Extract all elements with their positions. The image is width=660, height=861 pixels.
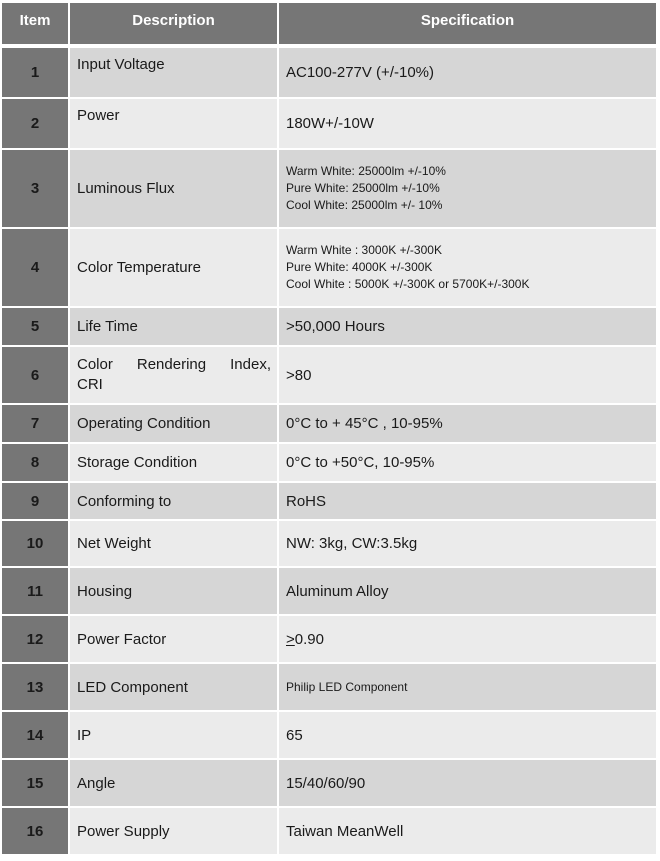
description-cell: IP bbox=[70, 712, 279, 760]
description-cell: Power Factor bbox=[70, 616, 279, 664]
item-number: 9 bbox=[2, 483, 70, 521]
description-line: CRI bbox=[77, 376, 103, 393]
item-number: 2 bbox=[2, 99, 70, 150]
description-cell: Housing bbox=[70, 568, 279, 616]
description-cell: Net Weight bbox=[70, 521, 279, 568]
specification-cell: AC100-277V (+/-10%) bbox=[279, 48, 656, 99]
description-cell: Input Voltage bbox=[70, 48, 279, 99]
specification-cell: >80 bbox=[279, 347, 656, 405]
table-row bbox=[2, 308, 656, 347]
table-row bbox=[2, 568, 656, 616]
item-number: 10 bbox=[2, 521, 70, 568]
description-cell: Color Temperature bbox=[70, 229, 279, 308]
spec-line: Cool White : 5000K +/-300K or 5700K+/-300K bbox=[286, 277, 530, 291]
item-number: 7 bbox=[2, 405, 70, 444]
table-row bbox=[2, 483, 656, 521]
table-row bbox=[2, 444, 656, 483]
specification-cell: NW: 3kg, CW:3.5kg bbox=[279, 521, 656, 568]
table-row bbox=[2, 405, 656, 444]
item-number: 15 bbox=[2, 760, 70, 808]
description-cell: Storage Condition bbox=[70, 444, 279, 483]
specification-cell: 65 bbox=[279, 712, 656, 760]
description-cell: Angle bbox=[70, 760, 279, 808]
description-cell: Conforming to bbox=[70, 483, 279, 521]
table-row bbox=[2, 48, 656, 99]
specification-cell bbox=[279, 229, 656, 308]
table-row bbox=[2, 616, 656, 664]
spec-line: Warm White: 25000lm +/-10% bbox=[286, 164, 446, 178]
specification-cell: Aluminum Alloy bbox=[279, 568, 656, 616]
table-row bbox=[2, 99, 656, 150]
item-number: 16 bbox=[2, 808, 70, 856]
specification-value: 0.90 bbox=[294, 630, 324, 648]
description-cell: Power bbox=[70, 99, 279, 150]
item-number: 1 bbox=[2, 48, 70, 99]
header-item: Item bbox=[2, 3, 70, 48]
specification-cell: >50,000 Hours bbox=[279, 308, 656, 347]
description-cell: Life Time bbox=[70, 308, 279, 347]
item-number: 12 bbox=[2, 616, 70, 664]
item-number: 3 bbox=[2, 150, 70, 229]
description-cell bbox=[70, 347, 279, 405]
item-number: 4 bbox=[2, 229, 70, 308]
description-cell: Power Supply bbox=[70, 808, 279, 856]
table-row bbox=[2, 150, 656, 229]
description-cell: Operating Condition bbox=[70, 405, 279, 444]
header-specification: Specification bbox=[279, 3, 656, 48]
specification-cell: Philip LED Component bbox=[279, 664, 656, 712]
specification-cell: 0°C to + 45°C , 10-95% bbox=[279, 405, 656, 444]
greater-equal-sign: > bbox=[286, 630, 295, 648]
description-cell: Luminous Flux bbox=[70, 150, 279, 229]
table-row bbox=[2, 808, 656, 856]
table-row bbox=[2, 760, 656, 808]
specification-cell: Taiwan MeanWell bbox=[279, 808, 656, 856]
spec-line: Cool White: 25000lm +/- 10% bbox=[286, 198, 443, 212]
header-description: Description bbox=[70, 3, 279, 48]
specification-cell: 0°C to +50°C, 10-95% bbox=[279, 444, 656, 483]
item-number: 5 bbox=[2, 308, 70, 347]
specification-cell: 180W+/-10W bbox=[279, 99, 656, 150]
item-number: 13 bbox=[2, 664, 70, 712]
table-row bbox=[2, 229, 656, 308]
table-row bbox=[2, 664, 656, 712]
item-number: 8 bbox=[2, 444, 70, 483]
table-row bbox=[2, 521, 656, 568]
item-number: 11 bbox=[2, 568, 70, 616]
specification-cell: 15/40/60/90 bbox=[279, 760, 656, 808]
specification-cell: RoHS bbox=[279, 483, 656, 521]
spec-line: Pure White: 4000K +/-300K bbox=[286, 260, 433, 274]
table-row bbox=[2, 712, 656, 760]
spec-line: Pure White: 25000lm +/-10% bbox=[286, 181, 440, 195]
item-number: 6 bbox=[2, 347, 70, 405]
specification-cell bbox=[279, 616, 656, 664]
item-number: 14 bbox=[2, 712, 70, 760]
header-row bbox=[2, 3, 656, 48]
description-line: Color Rendering Index, bbox=[77, 356, 271, 373]
description-cell: LED Component bbox=[70, 664, 279, 712]
specification-table bbox=[2, 3, 656, 856]
spec-line: Warm White : 3000K +/-300K bbox=[286, 243, 442, 257]
specification-cell bbox=[279, 150, 656, 229]
table-row bbox=[2, 347, 656, 405]
